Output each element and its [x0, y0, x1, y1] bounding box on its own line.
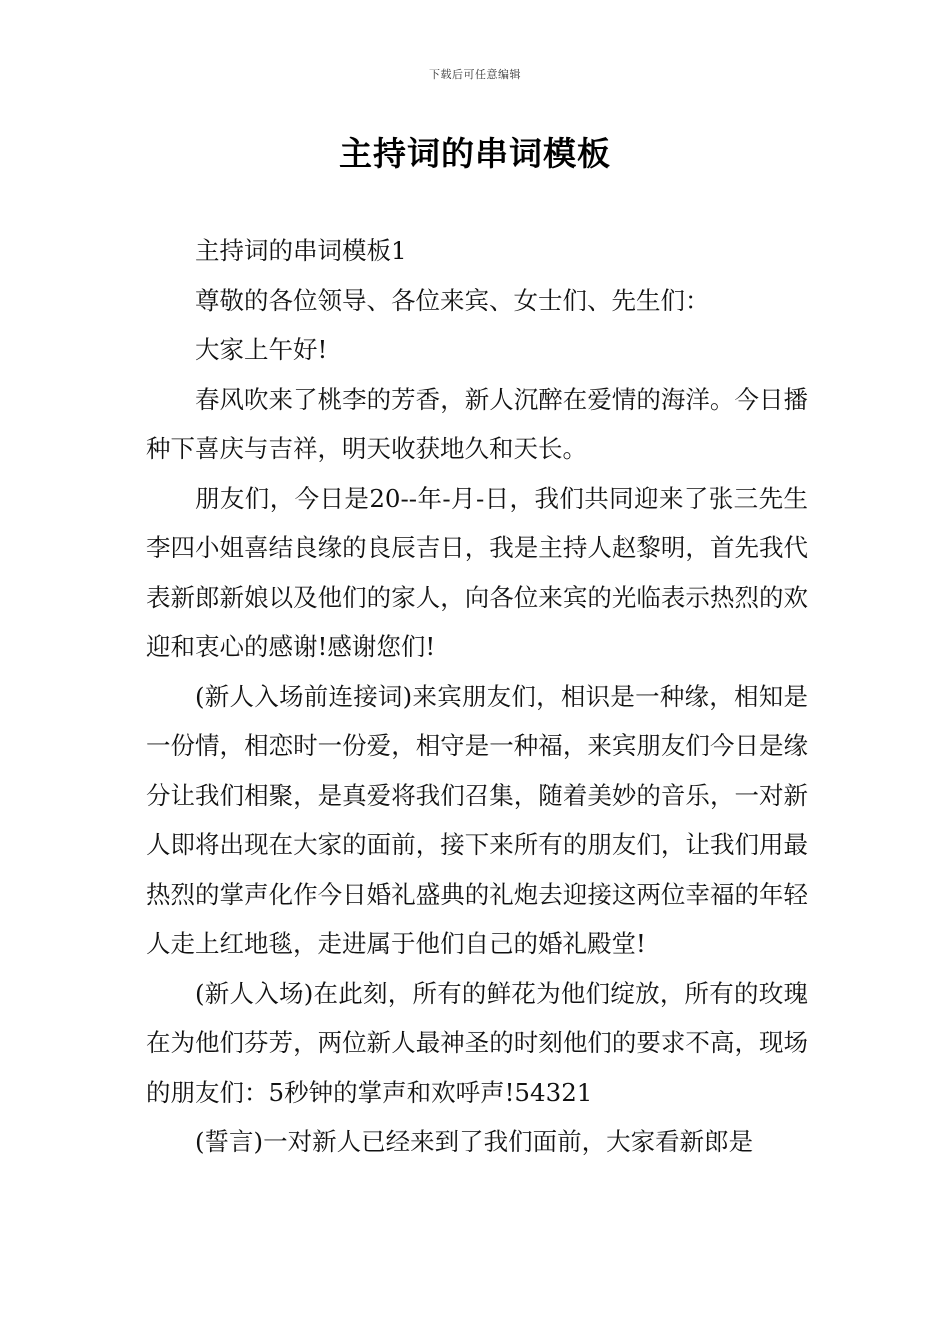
- paragraph: 朋友们，今日是20--年-月-日，我们共同迎来了张三先生李四小姐喜结良缘的良辰吉日，我是主持人赵黎明，首先我代表新郎新娘以及他们的家人，向各位来宾的光临表示热烈的欢迎和衷心的感谢!感谢您们!: [146, 483, 808, 661]
- document-title: 主持词的串词模板: [339, 134, 611, 173]
- paragraph-heading: 主持词的串词模板1: [195, 236, 407, 265]
- paragraph-salutation: 尊敬的各位领导、各位来宾、女士们、先生们：: [195, 285, 710, 315]
- paragraph: (新人入场)在此刻，所有的鲜花为他们绽放，所有的玫瑰在为他们芬芳，两位新人最神圣的时刻他们的要求不高，现场的朋友们：5秒钟的掌声和欢呼声!54321: [146, 978, 808, 1107]
- paragraph: 春风吹来了桃李的芳香，新人沉醉在爱情的海洋。今日播种下喜庆与吉祥，明天收获地久和天长。: [146, 384, 808, 463]
- document-body: [146, 226, 808, 1167]
- paragraph: (誓言)一对新人已经来到了我们面前，大家看新郎是: [195, 1127, 754, 1156]
- paragraph-greeting: 大家上午好!: [195, 335, 328, 364]
- paragraph: (新人入场前连接词)来宾朋友们，相识是一种缘，相知是一份情，相恋时一份爱，相守是一种福，来宾朋友们今日是缘分让我们相聚，是真爱将我们召集，随着美妙的音乐，一对新人即将出现在大家的面前，接下来所有的朋友们，让我们用最热烈的掌声化作今日婚礼盛典的礼炮去迎接这两位幸福的年轻人走上红地毯，走进属于他们自己的婚礼殿堂!: [146, 681, 808, 958]
- header-note: 下载后可任意编辑: [429, 68, 521, 81]
